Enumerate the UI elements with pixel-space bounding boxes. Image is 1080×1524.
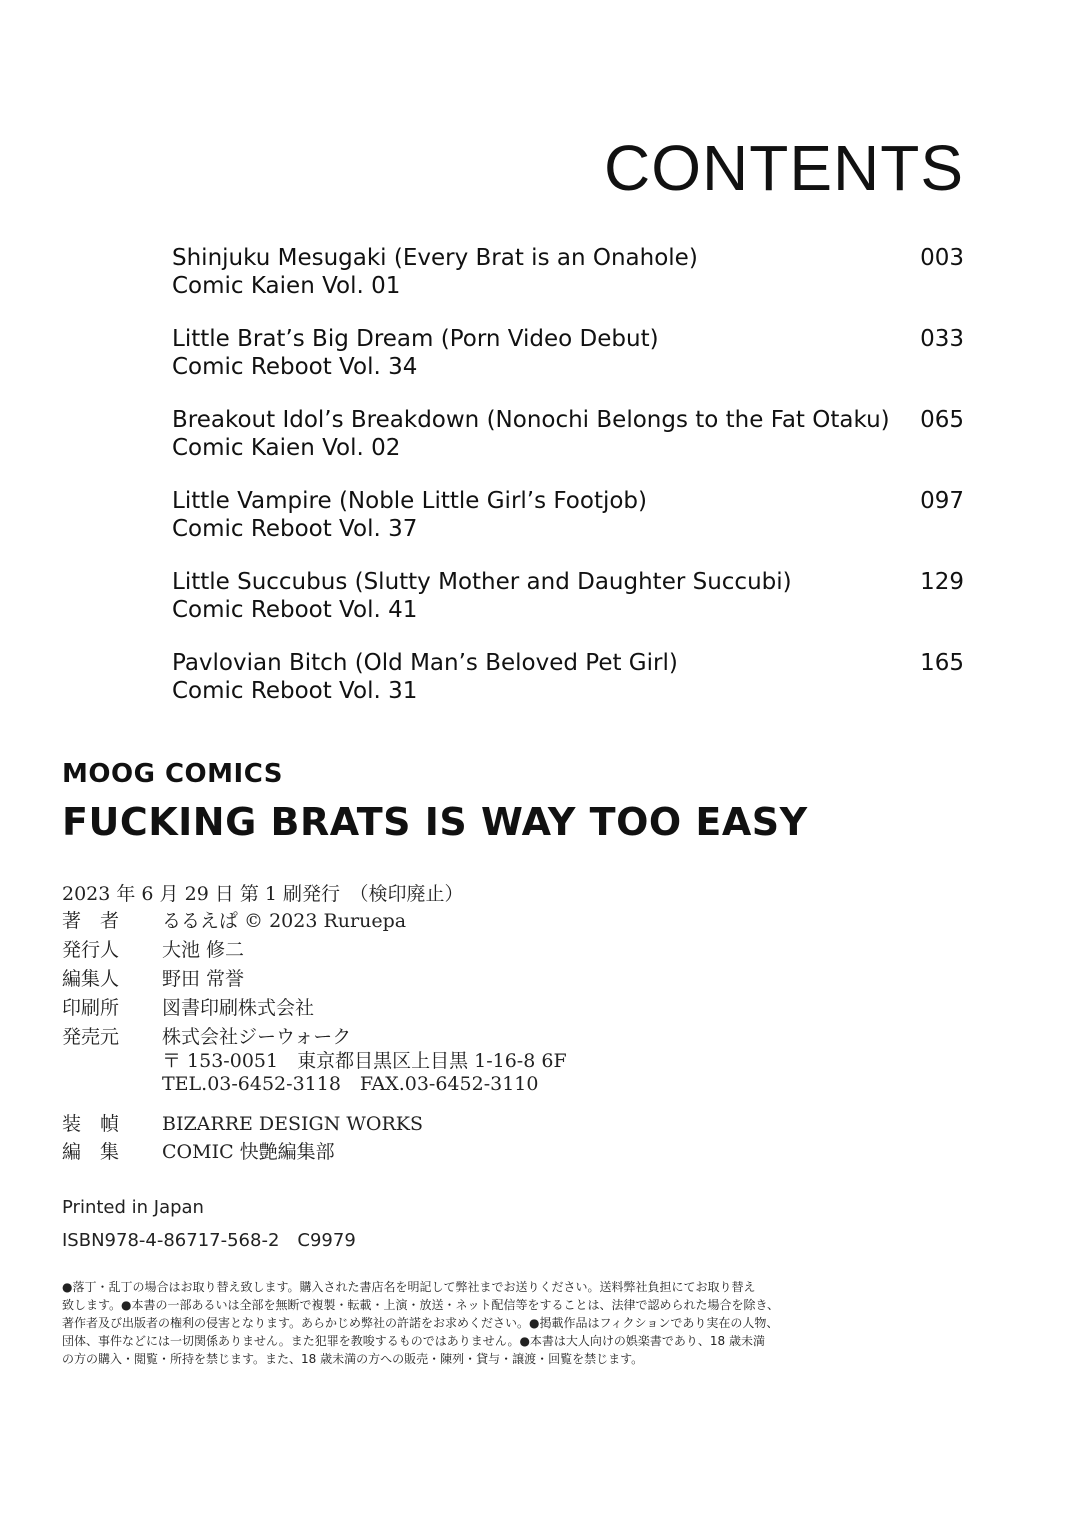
toc-entry (172, 325, 964, 406)
toc-title: Little Brat’s Big Dream (Porn Video Debut) (172, 326, 659, 352)
toc-page-number: 129 (920, 569, 964, 595)
toc-title: Little Succubus (Slutty Mother and Daughter Succubi) (172, 569, 792, 595)
toc-page-number: 097 (920, 488, 964, 514)
toc-page-number: 003 (920, 245, 964, 271)
toc-title: Shinjuku Mesugaki (Every Brat is an Onahole) (172, 245, 698, 271)
author-label: 著 者 (62, 910, 120, 932)
legal-notice (62, 1278, 782, 1368)
toc-entry (172, 649, 964, 730)
editing-value: COMIC 快艶編集部 (162, 1141, 335, 1163)
notice-line: の方の購入・閲覧・所持を禁じます。また、18 歳未満の方への販売・陳列・貸与・譲渡・回覧を禁じます。 (62, 1352, 644, 1366)
printer-label: 印刷所 (62, 997, 120, 1019)
publisher-label: 発行人 (62, 939, 120, 961)
tel-fax-value: TEL.03-6452-3118 FAX.03-6452-3110 (162, 1073, 539, 1095)
table-of-contents (172, 244, 964, 730)
notice-line: ●落丁・乱丁の場合はお取り替え致します。購入された書店名を明記して弊社までお送りください。送料弊社負担にてお取り替え (62, 1280, 756, 1294)
printed-in: Printed in Japan (62, 1197, 204, 1218)
seller-label: 発売元 (62, 1026, 120, 1048)
toc-entry (172, 487, 964, 568)
book-title: FUCKING BRATS IS WAY TOO EASY (62, 800, 808, 844)
toc-page-number: 165 (920, 650, 964, 676)
toc-title: Pavlovian Bitch (Old Man’s Beloved Pet Girl) (172, 650, 678, 676)
toc-source: Comic Reboot Vol. 31 (172, 678, 418, 704)
toc-page-number: 033 (920, 326, 964, 352)
notice-line: 団体、事件などには一切関係ありません。また犯罪を教唆するものではありません。●本書は大人向けの娯楽書であり、18 歳未満 (62, 1334, 765, 1348)
publisher-value: 大池 修二 (162, 939, 245, 961)
toc-title: Breakout Idol’s Breakdown (Nonochi Belongs to the Fat Otaku) (172, 407, 890, 433)
toc-source: Comic Reboot Vol. 41 (172, 597, 418, 623)
series-name: MOOG COMICS (62, 759, 283, 789)
design-label: 装 幀 (62, 1113, 120, 1135)
editing-label: 編 集 (62, 1141, 120, 1163)
printer-value: 図書印刷株式会社 (162, 997, 315, 1019)
publication-date: 2023 年 6 月 29 日 第 1 刷発行 （検印廃止） (62, 883, 464, 905)
author-value: るるえぱ © 2023 Ruruepa (162, 910, 407, 932)
toc-page-number: 065 (920, 407, 964, 433)
contents-heading: CONTENTS (604, 132, 964, 204)
notice-line: 著作者及び出版者の権利の侵害となります。あらかじめ弊社の許諾をお求めください。●掲載作品はフィクションであり実在の人物、 (62, 1316, 779, 1330)
toc-entry (172, 406, 964, 487)
seller-value: 株式会社ジーウォーク (162, 1026, 352, 1048)
toc-entry (172, 244, 964, 325)
notice-line: 致します。●本書の一部あるいは全部を無断で複製・転載・上演・放送・ネット配信等をすることは、法律で認められた場合を除き、 (62, 1298, 780, 1312)
toc-source: Comic Reboot Vol. 34 (172, 354, 418, 380)
design-value: BIZARRE DESIGN WORKS (162, 1113, 423, 1135)
editor-value: 野田 常誉 (162, 968, 245, 990)
toc-entry (172, 568, 964, 649)
toc-title: Little Vampire (Noble Little Girl’s Footjob) (172, 488, 648, 514)
toc-source: Comic Kaien Vol. 02 (172, 435, 401, 461)
editor-label: 編集人 (62, 968, 120, 990)
toc-source: Comic Kaien Vol. 01 (172, 273, 401, 299)
address-value: 〒 153-0051 東京都目黒区上目黒 1-16-8 6F (162, 1050, 567, 1072)
isbn: ISBN978-4-86717-568-2 C9979 (62, 1230, 356, 1251)
toc-source: Comic Reboot Vol. 37 (172, 516, 418, 542)
